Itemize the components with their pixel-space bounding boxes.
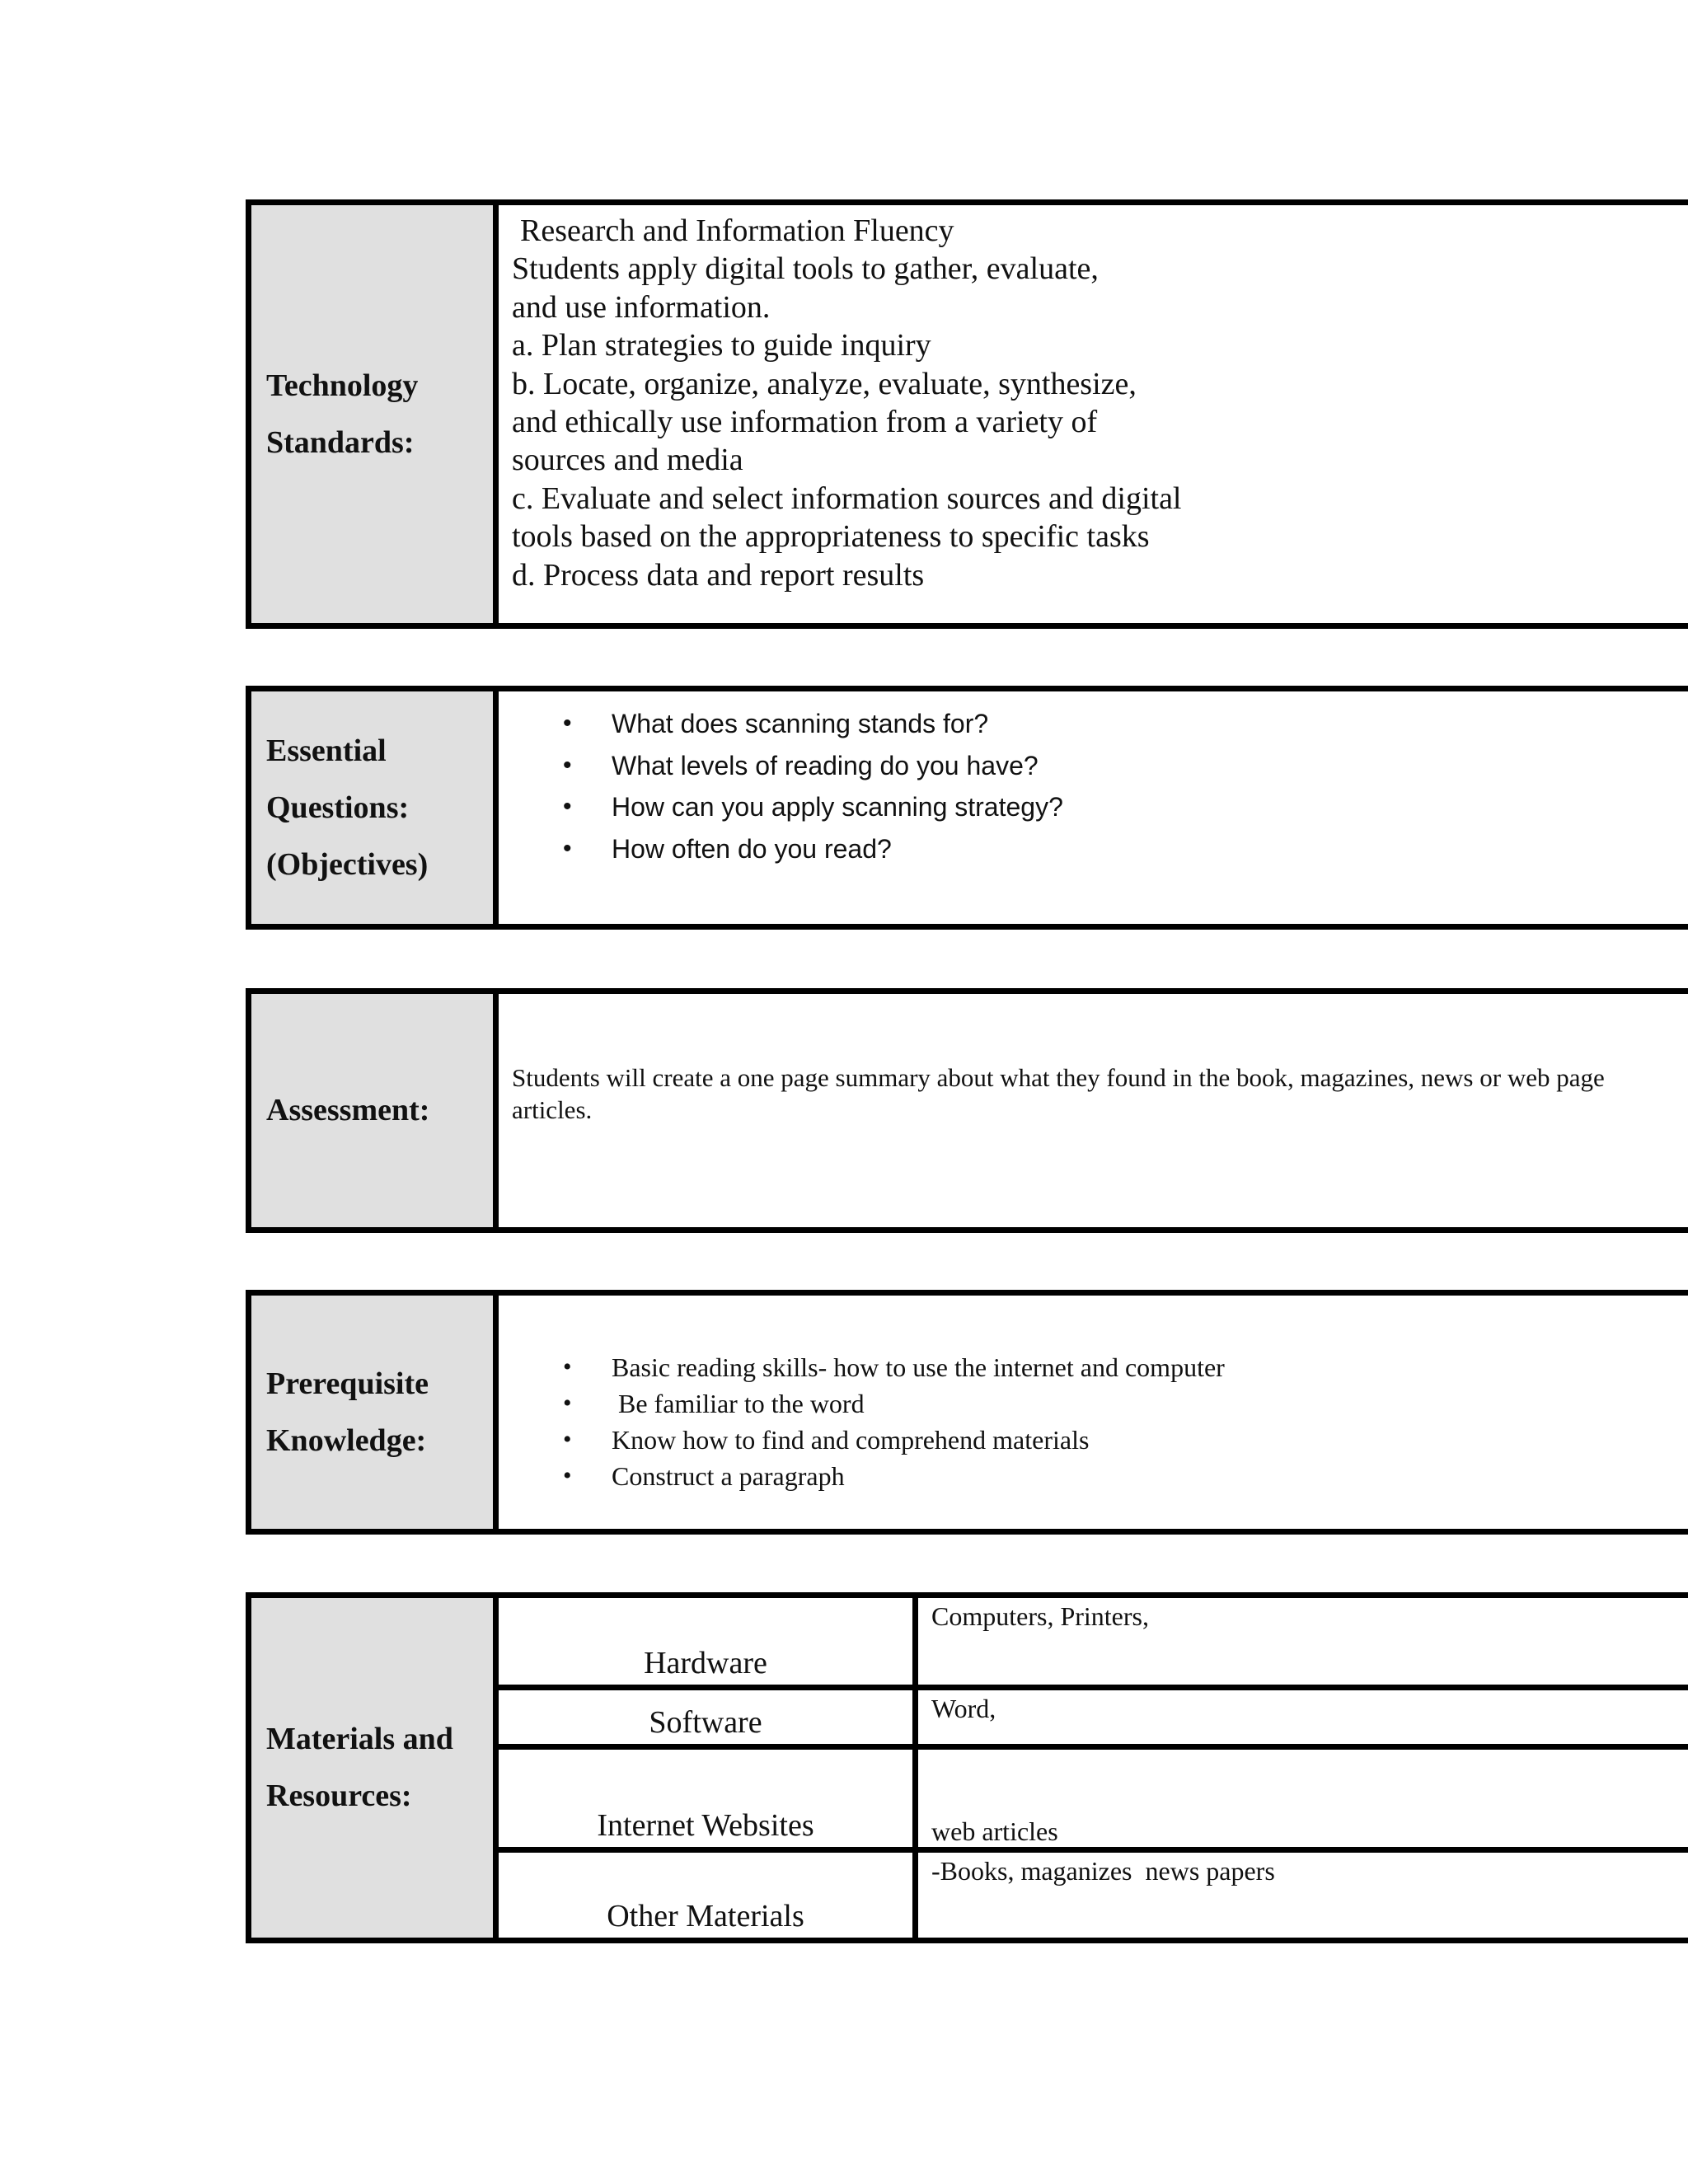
materials-resources-label-cell xyxy=(251,1598,499,1938)
materials-resources-section xyxy=(246,1592,1688,1943)
essential-questions-label xyxy=(266,723,428,893)
bullet-icon: • xyxy=(563,1426,572,1453)
assessment-label xyxy=(266,1082,429,1139)
table-row xyxy=(499,1598,1688,1690)
standard-line: b. Locate, organize, analyze, evaluate, synthesize, xyxy=(512,366,1137,401)
material-name: Other Materials xyxy=(499,1853,918,1938)
label-line: Essential xyxy=(266,733,387,768)
essential-questions-list xyxy=(499,703,1688,869)
label-line: Standards: xyxy=(266,424,415,460)
label-line: (Objectives) xyxy=(266,846,429,882)
bullet-icon: • xyxy=(563,751,572,779)
materials-table xyxy=(499,1598,1688,1938)
list-item xyxy=(499,1349,1688,1385)
standard-heading: Research and Information Fluency xyxy=(520,213,954,248)
technology-standards-section xyxy=(246,199,1688,629)
table-row xyxy=(499,1690,1688,1750)
list-item xyxy=(499,1385,1688,1422)
assessment-text: Students will create a one page summary about what they found in the book, magazines, news or web page articles. xyxy=(512,1063,1605,1124)
bullet-icon: • xyxy=(563,834,572,862)
prerequisite-knowledge-label xyxy=(266,1356,429,1469)
material-value: -Books, maganizes news papers xyxy=(931,1856,1275,1886)
standard-line: Students apply digital tools to gather, evaluate, xyxy=(512,251,1099,287)
standard-line: sources and media xyxy=(512,443,743,478)
bullet-icon: • xyxy=(563,793,572,820)
material-value: Word, xyxy=(931,1694,996,1723)
bullet-icon: • xyxy=(563,710,572,737)
assessment-label-cell xyxy=(251,994,499,1227)
materials-resources-content xyxy=(499,1598,1688,1938)
list-item-text: Basic reading skills- how to use the internet and computer xyxy=(612,1352,1225,1382)
list-item xyxy=(499,828,1688,870)
technology-standards-label xyxy=(266,358,418,471)
list-item-text: What levels of reading do you have? xyxy=(612,750,1039,780)
list-item xyxy=(499,745,1688,787)
list-item xyxy=(499,703,1688,745)
list-item xyxy=(499,1422,1688,1458)
essential-questions-content xyxy=(499,691,1688,924)
bullet-icon: • xyxy=(563,1390,572,1417)
label-line: Assessment: xyxy=(266,1093,430,1127)
material-value: Computers, Printers, xyxy=(931,1601,1149,1631)
assessment-section xyxy=(246,988,1688,1233)
label-line: Knowledge: xyxy=(266,1422,427,1458)
bullet-icon: • xyxy=(563,1353,572,1380)
material-value: web articles xyxy=(931,1816,1058,1846)
prerequisite-knowledge-label-cell xyxy=(251,1296,499,1529)
label-line: Technology xyxy=(266,368,419,403)
technology-standards-label-cell xyxy=(251,205,499,623)
label-line: Prerequisite xyxy=(266,1366,429,1401)
list-item-text: Construct a paragraph xyxy=(612,1461,845,1491)
standard-line: tools based on the appropriateness to specific tasks xyxy=(512,519,1150,555)
material-name: Hardware xyxy=(499,1598,918,1685)
list-item-text: What does scanning stands for? xyxy=(612,709,989,738)
label-line: Questions: xyxy=(266,790,410,825)
technology-standards-content xyxy=(499,205,1688,623)
essential-questions-label-cell xyxy=(251,691,499,924)
material-name: Internet Websites xyxy=(499,1750,918,1847)
standard-line: c. Evaluate and select information sources and digital xyxy=(512,480,1182,516)
list-item xyxy=(499,1458,1688,1494)
standard-line: a. Plan strategies to guide inquiry xyxy=(512,328,931,363)
assessment-content xyxy=(499,994,1688,1227)
prerequisite-knowledge-content xyxy=(499,1296,1688,1529)
list-item-text: Know how to find and comprehend materials xyxy=(612,1425,1090,1455)
table-row xyxy=(499,1853,1688,1938)
standard-line: d. Process data and report results xyxy=(512,557,925,593)
list-item-text: How often do you read? xyxy=(612,833,892,864)
standard-line: and ethically use information from a variety of xyxy=(512,405,1098,440)
standard-line: and use information. xyxy=(512,289,771,325)
materials-resources-label xyxy=(266,1711,453,1825)
essential-questions-section xyxy=(246,686,1688,930)
table-row xyxy=(499,1750,1688,1853)
material-name: Software xyxy=(499,1690,918,1744)
list-item xyxy=(499,786,1688,828)
label-line: Materials and xyxy=(266,1722,453,1756)
prerequisite-knowledge-section xyxy=(246,1290,1688,1535)
list-item-text: How can you apply scanning strategy? xyxy=(612,792,1063,822)
prerequisite-list xyxy=(499,1349,1688,1494)
list-item-text: Be familiar to the word xyxy=(612,1389,865,1418)
bullet-icon: • xyxy=(563,1462,572,1489)
label-line: Resources: xyxy=(266,1779,412,1813)
